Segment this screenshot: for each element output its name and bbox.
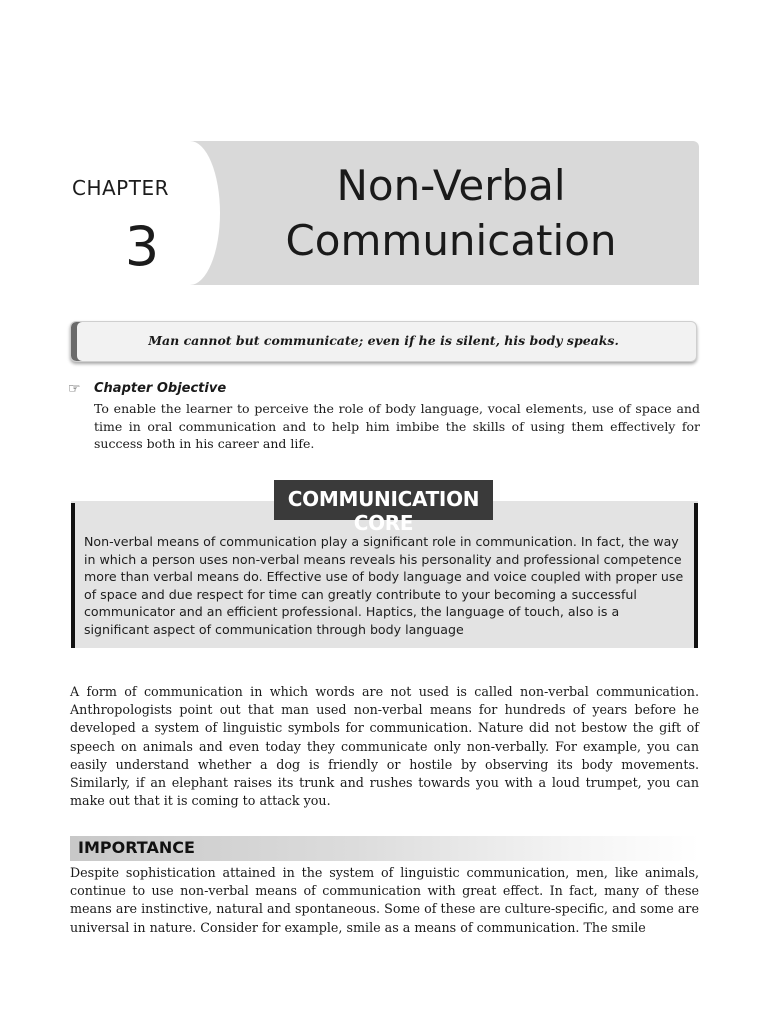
core-right-rule [694,503,698,648]
core-left-rule [71,503,75,648]
objective-text: To enable the learner to perceive the role of body language, vocal elements, use of space and time in oral communication and to help him imbibe the skills of using them effectively for success both in his career and life. [94,401,700,451]
chapter-title [232,158,670,268]
importance-paragraph: Despite sophistication attained in the system of linguistic communication, men, like animals, continue to use non-verbal means of communication with great effect. In fact, many of these means are instinctive, natural and spontaneous. Some of these are culture-specific, and some are universal in nature. Consider for example, smile as a means of communication. The smile [70,865,699,935]
objective-heading: Chapter Objective [94,381,227,396]
chapter-number: 3 [124,215,160,278]
importance-heading: IMPORTANCE [78,838,195,857]
communication-core-title: COMMUNICATION CORE [287,487,480,535]
communication-core-text: Non-verbal means of communication play a significant role in communication. In fact, the way in which a person uses non-verbal means reveals his personality and professional competence more than verbal means do. Effective use of body language and voice coupled with proper use of space and due respect for time can greatly contribute to your becoming a successful communicator and an efficient professional. Haptics, the language of touch, also is a significant aspect of communication through body language [84,534,684,637]
chapter-title-line-2: Communication [285,216,617,265]
pointing-hand-icon: ☞ [68,381,81,397]
chapter-title-line-1: Non-Verbal [336,161,566,210]
chapter-label: CHAPTER [72,176,169,200]
intro-paragraph: A form of communication in which words are not used is called non-verbal communication. Anthropologists point out that man used non-verbal means for hundreds of years before he developed a system of linguistic symbols for communication. Nature did not bestow the gift of speech on animals and even today they communicate only non-verbally. For example, you can easily understand whether a dog is friendly or hostile by observing its body movements. Similarly, if an elephant raises its trunk and rushes towards you with a loud trumpet, you can make out that it is coming to attack you. [70,684,699,809]
chapter-quote: Man cannot but communicate; even if he is silent, his body speaks. [148,333,619,348]
